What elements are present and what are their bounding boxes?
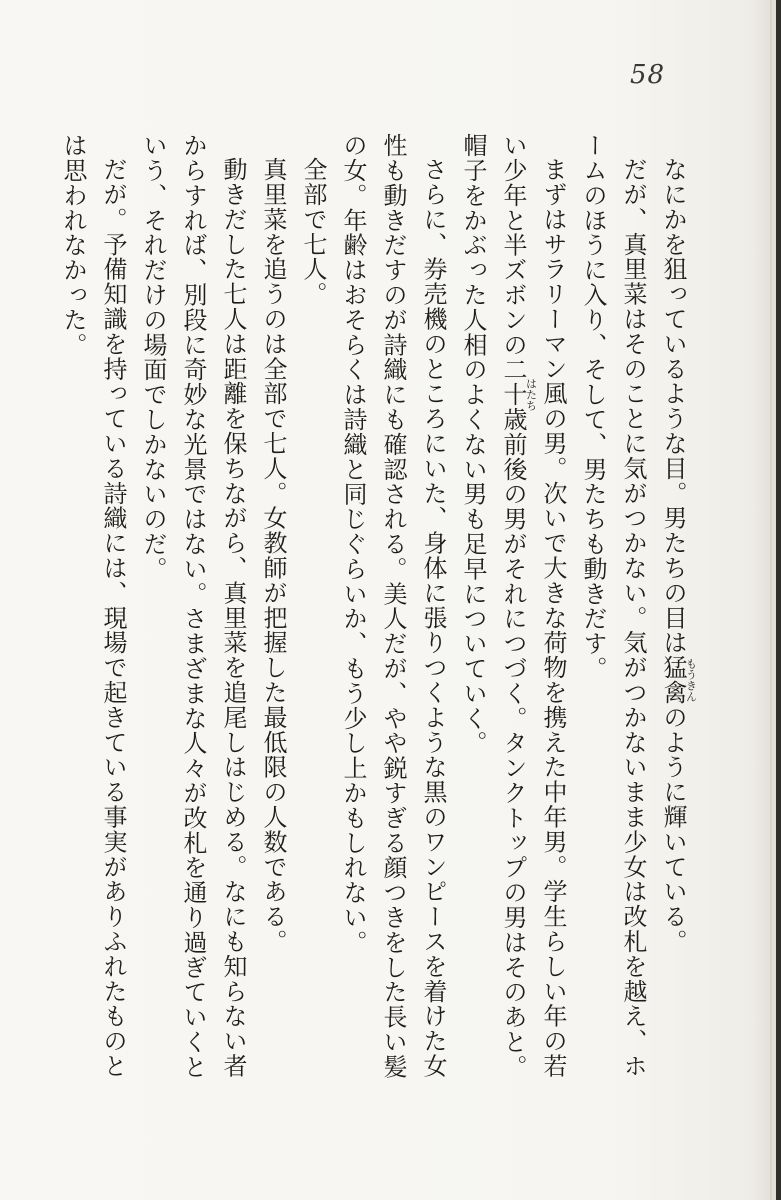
scan-dark-edge: [776, 0, 781, 1200]
page-number: 58: [630, 60, 666, 90]
vertical-body-text: [53, 133, 697, 1081]
paragraph: なにかを狙っているような目。男たちの目は猛禽もうきんのように輝いている。: [659, 157, 698, 954]
paragraph: 全部で七人。: [299, 157, 327, 307]
furigana-term: 二十歳はたち: [499, 357, 538, 432]
paragraph: だが。予備知識を持っている詩織には、現場で起きている事実がありふれたものとは思われなかった。: [59, 133, 127, 1079]
paragraph: だが、真里菜はそのことに気がつかない。気がつかないまま少女は改札を越え、ホームのほうに入り、そして、男たちも動きだす。: [579, 133, 647, 1079]
paragraph: まずはサラリーマン風の男。次いで大きな荷物を携えた中年男。学生らしい年の若い少年と半ズボンの二十歳はたち前後の男がそれにつづく。タンクトップの男はそのあと。帽子をかぶった人相のよくない男も足早についていく。: [459, 133, 567, 1080]
page-edge-shadow-line: [770, 0, 772, 1200]
paragraph: 動きだした七人は距離を保ちながら、真里菜を追尾しはじめる。なにも知らない者からすれば、別段に奇妙な光景ではない。さまざまな人々が改札を通り過ぎていくという、それだけの場面でしかないのだ。: [139, 133, 247, 1080]
paragraph: 真里菜を追うのは全部で七人。女教師が把握した最低限の人数である。: [259, 157, 287, 954]
paragraph: さらに、券売機のところにいた、身体に張りつくような黒のワンピースを着けた女性も動きだすのが詩織にも確認される。美人だが、やや鋭すぎる顔つきをした長い髪の女。年齢はおそらくは詩織と同じぐらいか、もう少し上かもしれない。: [339, 133, 447, 1080]
furigana-term: 猛禽もうきん: [659, 655, 698, 705]
